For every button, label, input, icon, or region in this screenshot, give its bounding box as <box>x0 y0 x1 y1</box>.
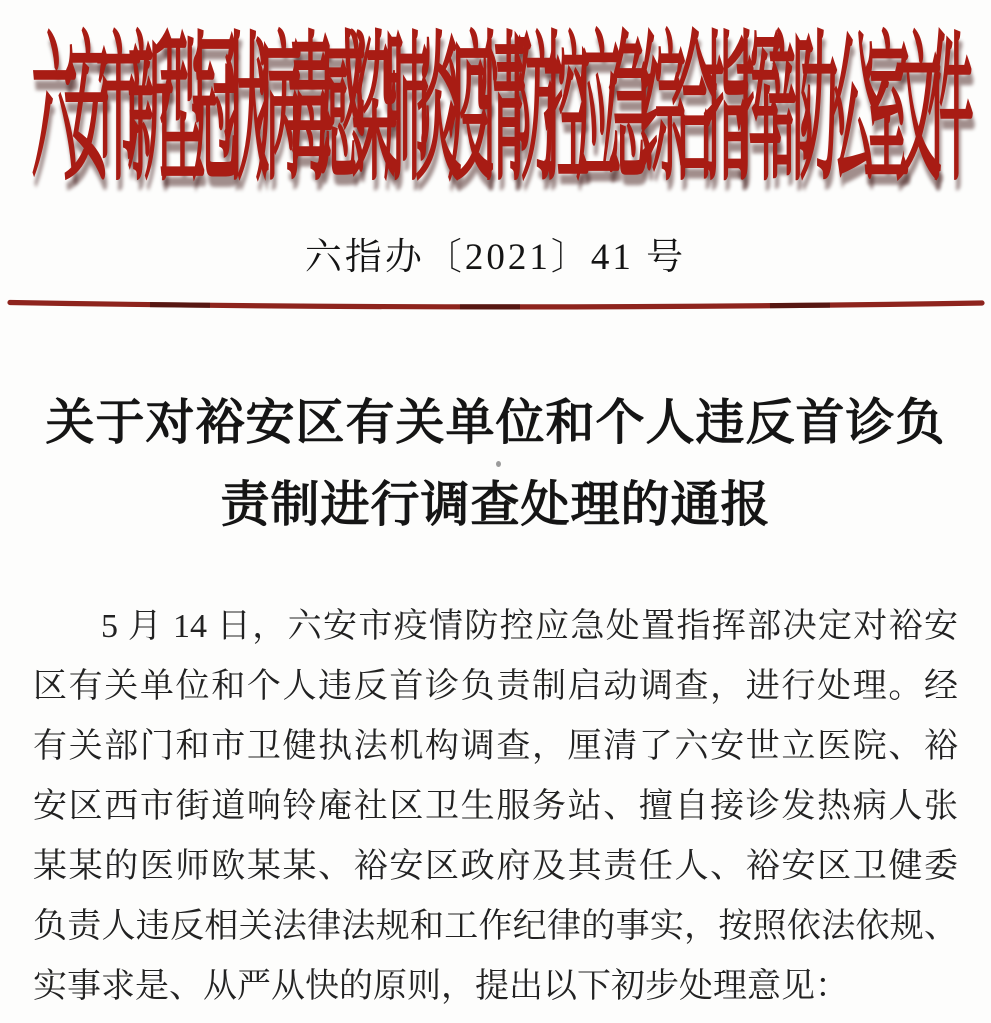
body-line: 负责人违反相关法律法规和工作纪律的事实，按照依法依规、 <box>33 908 958 945</box>
scan-speck-artifact <box>496 461 501 467</box>
document-number: 六指办〔2021〕41 号 <box>304 237 687 278</box>
document-body <box>33 597 958 1017</box>
issuing-agency-banner-text: 六安市新型冠状病毒感染肺炎疫情防控应急综合指挥部办公室文件 <box>31 21 960 200</box>
red-header-banner <box>0 21 991 200</box>
document-title-line1: 关于对裕安区有关单位和个人违反首诊负 <box>45 396 946 450</box>
body-line: 区有关单位和个人违反首诊负责制启动调查，进行处理。经 <box>33 668 958 705</box>
red-divider-rule <box>0 297 991 315</box>
body-line: 某某的医师欧某某、裕安区政府及其责任人、裕安区卫健委 <box>33 848 958 885</box>
document-title-line2: 责制进行调查处理的通报 <box>220 478 771 532</box>
body-line: 有关部门和市卫健执法机构调查，厘清了六安世立医院、裕 <box>33 728 958 765</box>
body-line: 实事求是、从严从快的原则，提出以下初步处理意见： <box>33 968 849 1005</box>
red-divider-line-svg <box>0 297 991 315</box>
body-line: 5 月 14 日，六安市疫情防控应急处置指挥部决定对裕安 <box>101 608 958 645</box>
body-line: 安区西市街道响铃庵社区卫生服务站、擅自接诊发热病人张 <box>33 788 958 825</box>
